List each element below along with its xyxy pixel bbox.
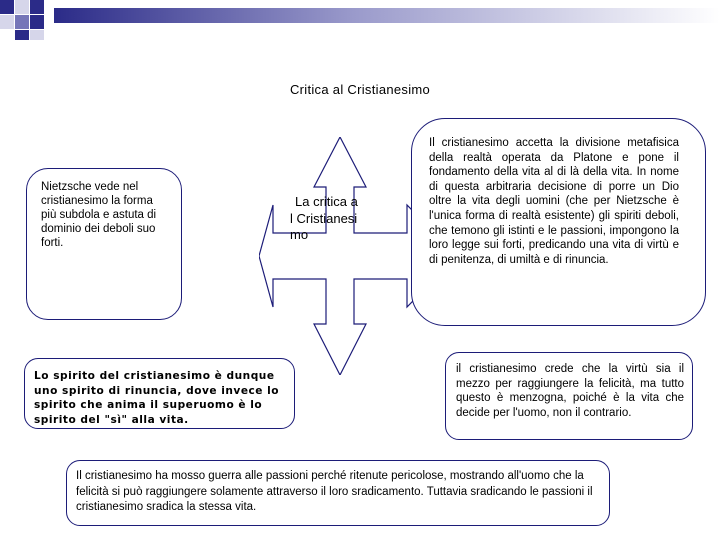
header-square xyxy=(30,0,44,14)
arrow-label: La critica al Cristianesimo xyxy=(290,194,358,242)
box-text: il cristianesimo crede che la virtù sia il mezzo per raggiungere la felicità, ma tutto questo è menzogna, poiché è la vita che decide per l'uomo, non il contrario. xyxy=(456,363,684,419)
page-title: Critica al Cristianesimo xyxy=(289,82,431,97)
header-square xyxy=(30,30,44,40)
box-text: Il cristianesimo accetta la divisione metafisica della realtà operata da Platone e pone il fondamento della vita al di là della vita. In nome di questa arbitraria decisione di porre un Dio oltre la vita degli uomini (che per Nietzsche è l'unica forma di realtà esistente) gli spiriti deboli, che temono gli istinti e le passioni, impongono la loro legge sui forti, predicando una vita di virtù e di penitenza, di umiltà e di rinuncia. xyxy=(429,137,679,266)
text-box-nietzsche-view xyxy=(26,168,182,320)
header-square xyxy=(30,15,44,29)
header-square xyxy=(15,30,29,40)
header-gradient-band xyxy=(54,8,720,23)
header-square xyxy=(0,15,14,29)
text-box-spirit-of-renunciation xyxy=(24,358,295,429)
box-text: Lo spirito del cristianesimo è dunque uno spirito di rinuncia, dove invece lo spirito che anima il superuomo è lo spirito del "sì" alla vita. xyxy=(34,370,280,426)
header-square xyxy=(15,0,29,14)
header-decoration xyxy=(0,0,720,40)
header-square xyxy=(0,0,14,14)
header-square xyxy=(15,15,29,29)
text-box-metaphysics xyxy=(411,118,706,326)
text-box-virtue-happiness xyxy=(445,352,693,440)
text-box-war-on-passions xyxy=(66,460,610,526)
box-text: Il cristianesimo ha mosso guerra alle passioni perché ritenute pericolose, mostrando all'uomo che la felicità si può raggiungere solamente attraverso il loro sradicamento. Tuttavia sradicando le passioni il cristianesimo sradica la stessa vita. xyxy=(76,470,593,514)
box-text: Nietzsche vede nel cristianesimo la forma più subdola e astuta di dominio dei deboli suo forti. xyxy=(41,181,157,249)
